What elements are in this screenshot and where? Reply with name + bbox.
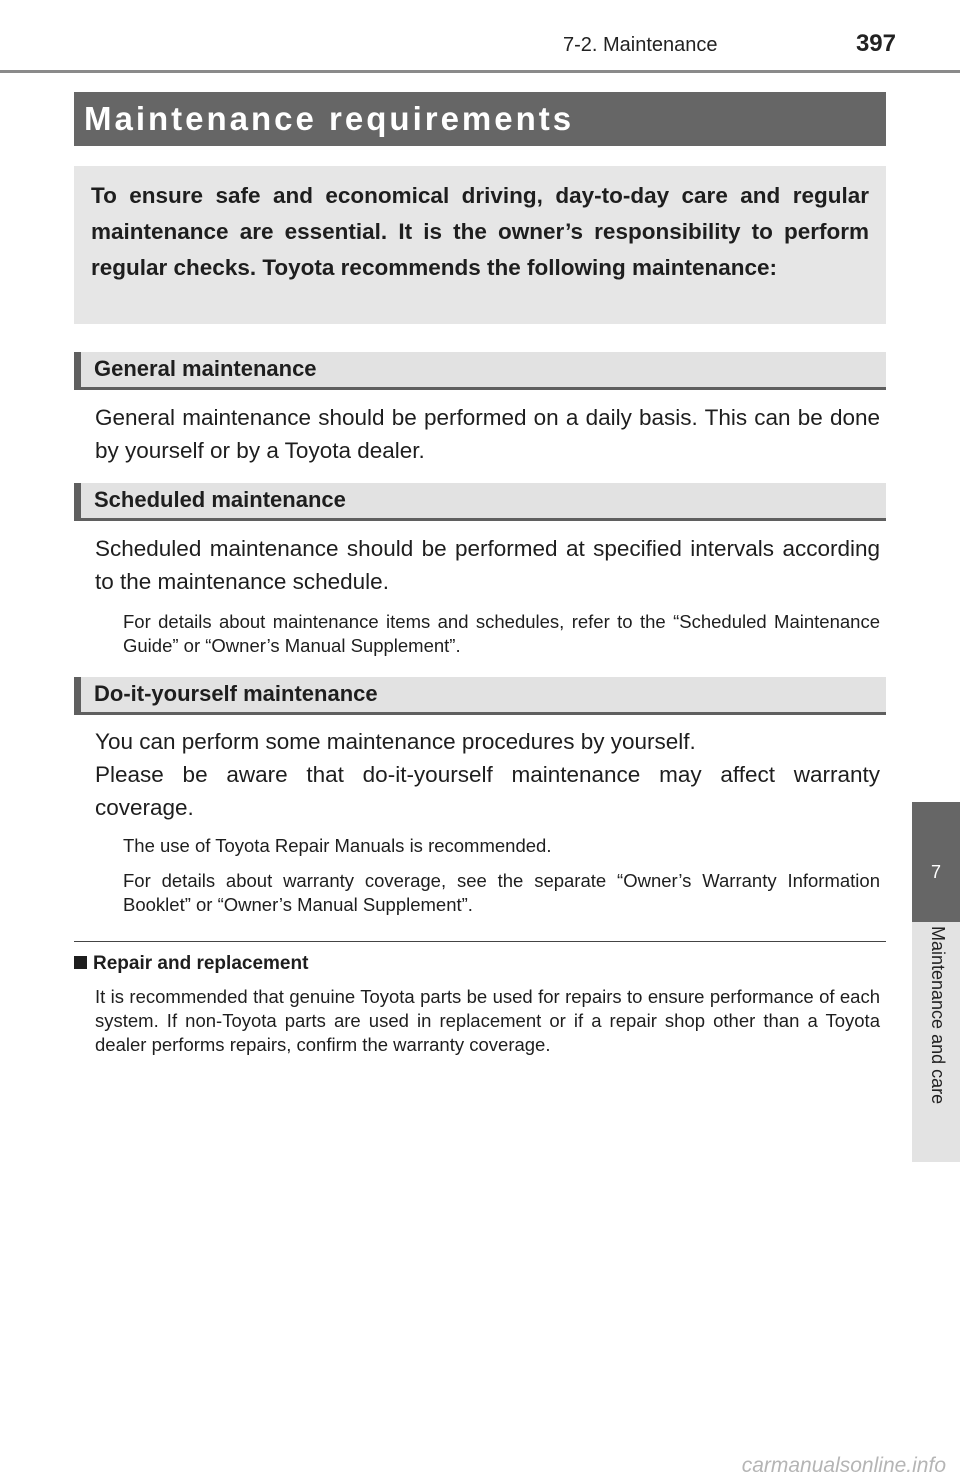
repair-text: It is recommended that genuine Toyota parts be used for repairs to ensure performance of each system. If non-Toyota parts are used in replacement or if a repair shop other than a Toyota dealer performs repairs, confirm the warranty coverage. — [95, 986, 880, 1055]
general-maintenance-text: General maintenance should be performed on a daily basis. This can be done by yourself or by a Toyota dealer. — [95, 405, 880, 463]
chapter-label: Maintenance and care — [928, 926, 948, 1105]
diy-maintenance-text-2: Please be aware that do-it-yourself maintenance may affect warranty coverage. — [95, 762, 880, 820]
watermark: carmanualsonline.info — [741, 1454, 946, 1477]
chapter-tab-label[interactable] — [912, 922, 960, 1162]
page-title: Maintenance requirements — [84, 100, 575, 137]
diy-maintenance-note-1: The use of Toyota Repair Manuals is recommended. — [123, 835, 552, 856]
repair-heading — [74, 953, 308, 975]
scheduled-maintenance-text: Scheduled maintenance should be performed at specified intervals according to the maintenance schedule. — [95, 536, 880, 594]
diy-maintenance-text-1: You can perform some maintenance procedures by yourself. — [95, 729, 696, 754]
general-maintenance-heading — [74, 352, 886, 390]
intro-box — [74, 166, 886, 324]
scheduled-maintenance-note: For details about maintenance items and schedules, refer to the “Scheduled Maintenance Guide” or “Owner’s Manual Supplement”. — [123, 611, 880, 656]
square-bullet-icon — [74, 956, 87, 969]
section-heading-label: Do-it-yourself maintenance — [94, 681, 378, 706]
page-title-bar — [74, 92, 886, 146]
intro-text: To ensure safe and economical driving, day-to-day care and regular maintenance are essential. It is the owner’s responsibility to perform regular checks. Toyota recommends the following maintenance: — [91, 183, 869, 280]
scheduled-maintenance-heading — [74, 483, 886, 521]
repair-heading-label: Repair and replacement — [93, 953, 309, 974]
diy-maintenance-heading — [74, 677, 886, 715]
chapter-number: 7 — [930, 862, 941, 882]
diy-maintenance-note-2: For details about warranty coverage, see the separate “Owner’s Warranty Information Booklet” or “Owner’s Manual Supplement”. — [123, 870, 880, 915]
section-title: 7-2. Maintenance — [563, 34, 718, 56]
header-rule — [0, 70, 960, 73]
chapter-tab-number[interactable] — [912, 802, 960, 922]
section-heading-label: General maintenance — [94, 356, 317, 381]
section-heading-label: Scheduled maintenance — [94, 487, 346, 512]
divider — [74, 941, 886, 942]
page-number: 397 — [855, 30, 896, 57]
